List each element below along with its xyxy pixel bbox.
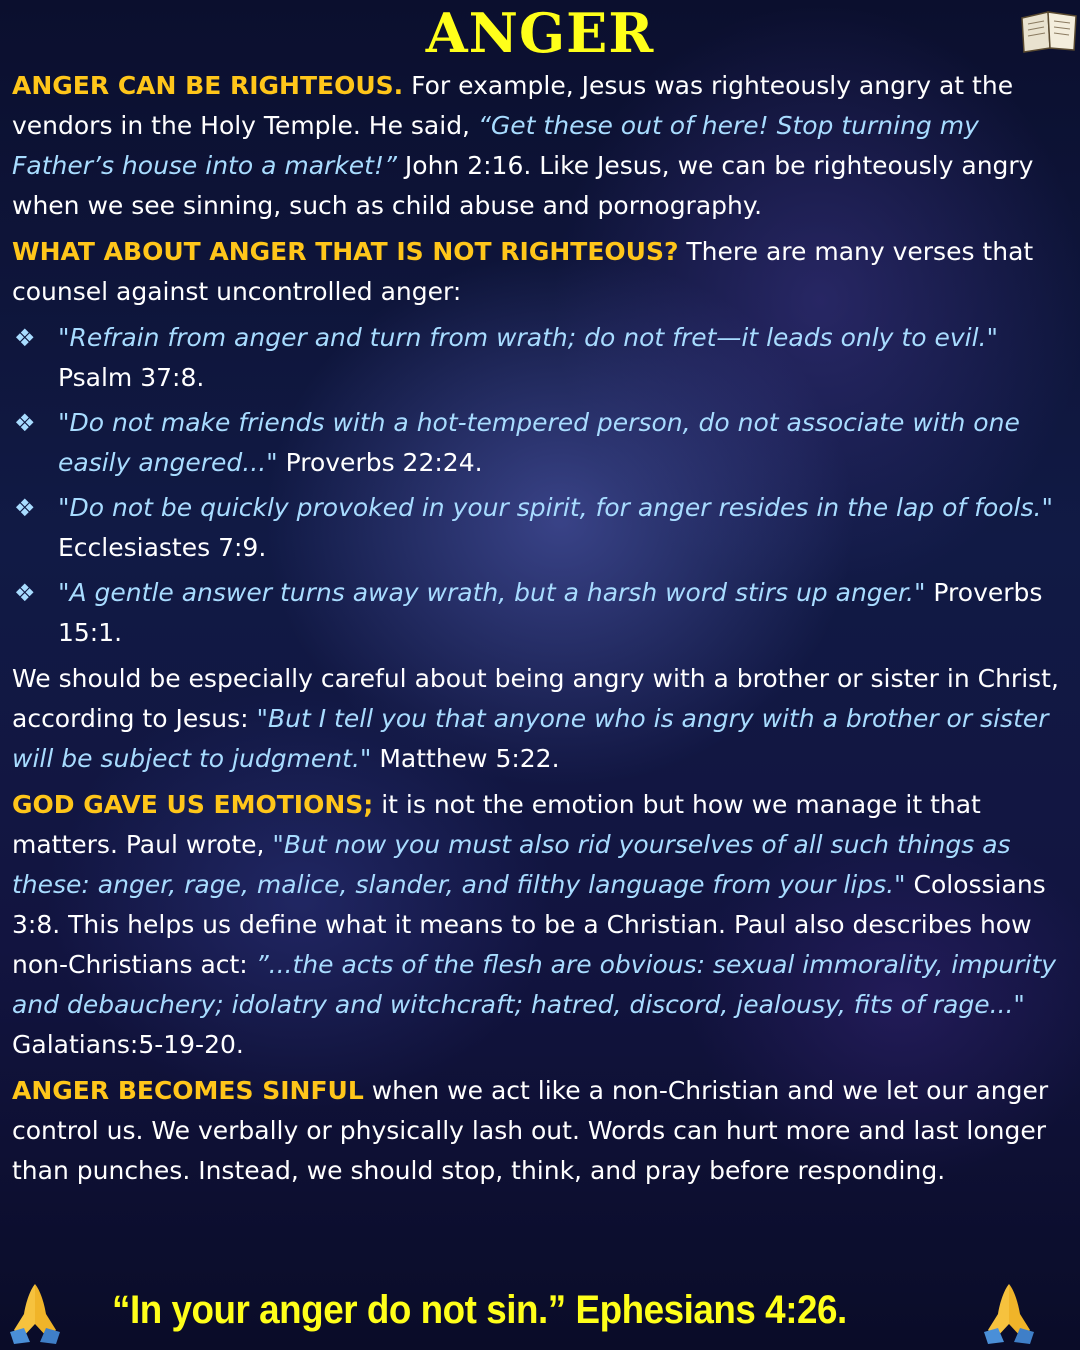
list-item: [12, 573, 1068, 653]
list-item: [12, 488, 1068, 568]
heading-not-righteous: WHAT ABOUT ANGER THAT IS NOT RIGHTEOUS?: [12, 237, 679, 266]
praying-hands-icon: [976, 1280, 1042, 1346]
paragraph-righteous-anger: [12, 66, 1068, 226]
content: [12, 0, 1068, 1197]
verse-ref: Ecclesiastes 7:9.: [58, 533, 267, 562]
open-bible-icon: [1018, 8, 1080, 54]
verse-quote: "Do not make friends with a hot-tempered person, do not associate with one easily angered...": [58, 408, 1020, 477]
p4-quote1: "But now you must also rid yourselves of all such things as these: anger, rage, malice, slander, and filthy language from your lips.": [12, 830, 1011, 899]
p4-text2: Colossians 3:8. This helps us define what it means to be a Christian. Paul also describes how non-Christians act:: [12, 870, 1046, 979]
diamond-bullet-icon: ❖: [14, 324, 36, 352]
p1-quote: “Get these out of here! Stop turning my Father’s house into a market!”: [12, 111, 979, 180]
verse-quote: "Do not be quickly provoked in your spirit, for anger resides in the lap of fools.": [58, 493, 1053, 522]
p4-quote2: ”...the acts of the flesh are obvious: sexual immorality, impurity and debauchery; idolatry and witchcraft; hatred, discord, jealousy, fits of rage...": [12, 950, 1057, 1019]
footer-verse: “In your anger do not sin.” Ephesians 4:26.: [112, 1288, 847, 1332]
heading-righteous: ANGER CAN BE RIGHTEOUS.: [12, 71, 404, 100]
p4-text3: Galatians:5-19-20.: [12, 1030, 244, 1059]
p3-text: We should be especially careful about being angry with a brother or sister in Christ, according to Jesus:: [12, 664, 1059, 733]
list-item: [12, 403, 1068, 483]
p3-quote: "But I tell you that anyone who is angry with a brother or sister will be subject to judgment.": [12, 704, 1049, 773]
heading-sinful: ANGER BECOMES SINFUL: [12, 1076, 364, 1105]
page-title: ANGER: [425, 1, 655, 65]
paragraph-sinful: [12, 1071, 1068, 1191]
p2-text: There are many verses that counsel against uncontrolled anger:: [12, 237, 1034, 306]
verse-ref: Psalm 37:8.: [58, 363, 205, 392]
verse-list: [12, 318, 1068, 653]
verse-quote: "A gentle answer turns away wrath, but a harsh word stirs up anger.": [58, 578, 926, 607]
paragraph-not-righteous: [12, 232, 1068, 312]
verse-quote: "Refrain from anger and turn from wrath; do not fret—it leads only to evil.": [58, 323, 998, 352]
footer-banner: [0, 1276, 1080, 1346]
paragraph-brother-sister: [12, 659, 1068, 779]
praying-hands-icon: [2, 1280, 68, 1346]
verse-ref: Proverbs 22:24.: [277, 448, 483, 477]
diamond-bullet-icon: ❖: [14, 494, 36, 522]
p1-text2: John 2:16. Like Jesus, we can be righteously angry when we see sinning, such as child abuse and pornography.: [12, 151, 1034, 220]
p5-text: when we act like a non-Christian and we let our anger control us. We verbally or physically lash out. Words can hurt more and last longer than punches. Instead, we should stop, think, and pray before responding.: [12, 1076, 1049, 1185]
diamond-bullet-icon: ❖: [14, 409, 36, 437]
p3-ref: Matthew 5:22.: [371, 744, 560, 773]
p4-text1: it is not the emotion but how we manage it that matters. Paul wrote,: [12, 790, 981, 859]
diamond-bullet-icon: ❖: [14, 579, 36, 607]
paragraph-emotions: [12, 785, 1068, 1065]
verse-ref: Proverbs 15:1.: [58, 578, 1043, 647]
heading-emotions: GOD GAVE US EMOTIONS;: [12, 790, 374, 819]
list-item: [12, 318, 1068, 398]
p1-text1: For example, Jesus was righteously angry at the vendors in the Holy Temple. He said,: [12, 71, 1014, 140]
